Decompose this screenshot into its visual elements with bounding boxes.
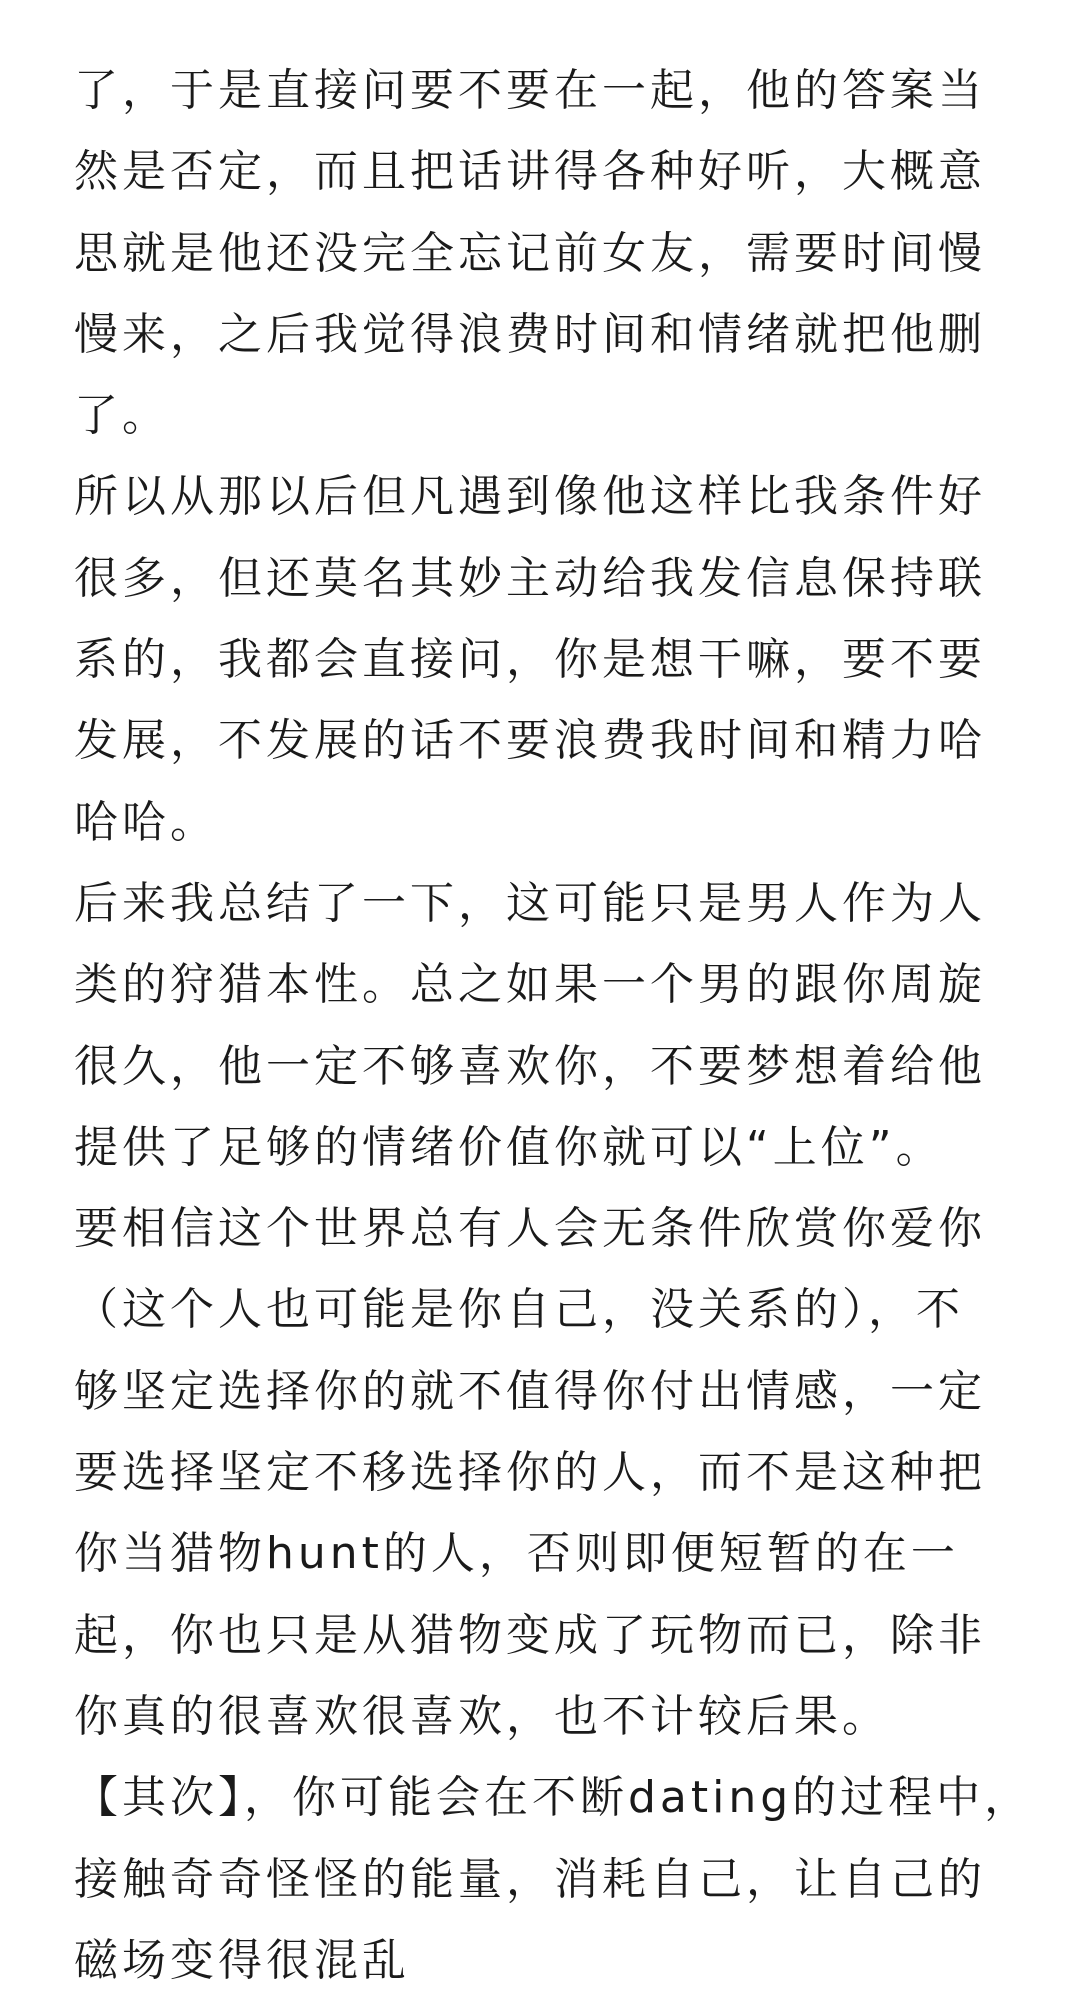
text-line: 慢来，之后我觉得浪费时间和情绪就把他删	[74, 308, 986, 360]
text-line: 了。	[74, 390, 170, 442]
text-line: 系的，我都会直接问，你是想干嘛，要不要	[74, 634, 986, 686]
text-line: 类的狩猎本性。总之如果一个男的跟你周旋	[74, 959, 986, 1011]
text-line: 然是否定，而且把话讲得各种好听，大概意	[74, 146, 986, 198]
text-line: 你真的很喜欢很喜欢，也不计较后果。	[74, 1690, 890, 1742]
text-line: 思就是他还没完全忘记前女友，需要时间慢	[74, 227, 986, 279]
text-line: 所以从那以后但凡遇到像他这样比我条件好	[74, 471, 986, 523]
text-line: 很久，他一定不够喜欢你，不要梦想着给他	[74, 1040, 986, 1092]
text-line: （这个人也可能是你自己，没关系的），不	[74, 1284, 964, 1336]
text-line-partial: 磁场变得很混乱	[74, 1934, 410, 1986]
text-line: 哈哈。	[74, 796, 218, 848]
text-line: 发展，不发展的话不要浪费我时间和精力哈	[74, 715, 986, 767]
text-line: 够坚定选择你的就不值得你付出情感，一定	[74, 1365, 986, 1417]
text-line: 起，你也只是从猎物变成了玩物而已，除非	[74, 1609, 986, 1661]
text-line: 你当猎物hunt的人，否则即便短暂的在一	[74, 1528, 959, 1580]
text-line: 提供了足够的情绪价值你就可以“上位”。	[74, 1121, 944, 1173]
text-line: 要相信这个世界总有人会无条件欣赏你爱你	[74, 1203, 986, 1255]
text-line: 后来我总结了一下，这可能只是男人作为人	[74, 877, 986, 929]
article-body	[74, 50, 1033, 2001]
text-line: 要选择坚定不移选择你的人，而不是这种把	[74, 1447, 986, 1499]
text-line: 了，于是直接问要不要在一起，他的答案当	[74, 65, 986, 116]
text-line: 接触奇奇怪怪的能量，消耗自己，让自己的	[74, 1853, 986, 1905]
text-line: 【其次】，你可能会在不断dating的过程中，	[74, 1772, 1033, 1824]
text-line: 很多，但还莫名其妙主动给我发信息保持联	[74, 552, 986, 604]
